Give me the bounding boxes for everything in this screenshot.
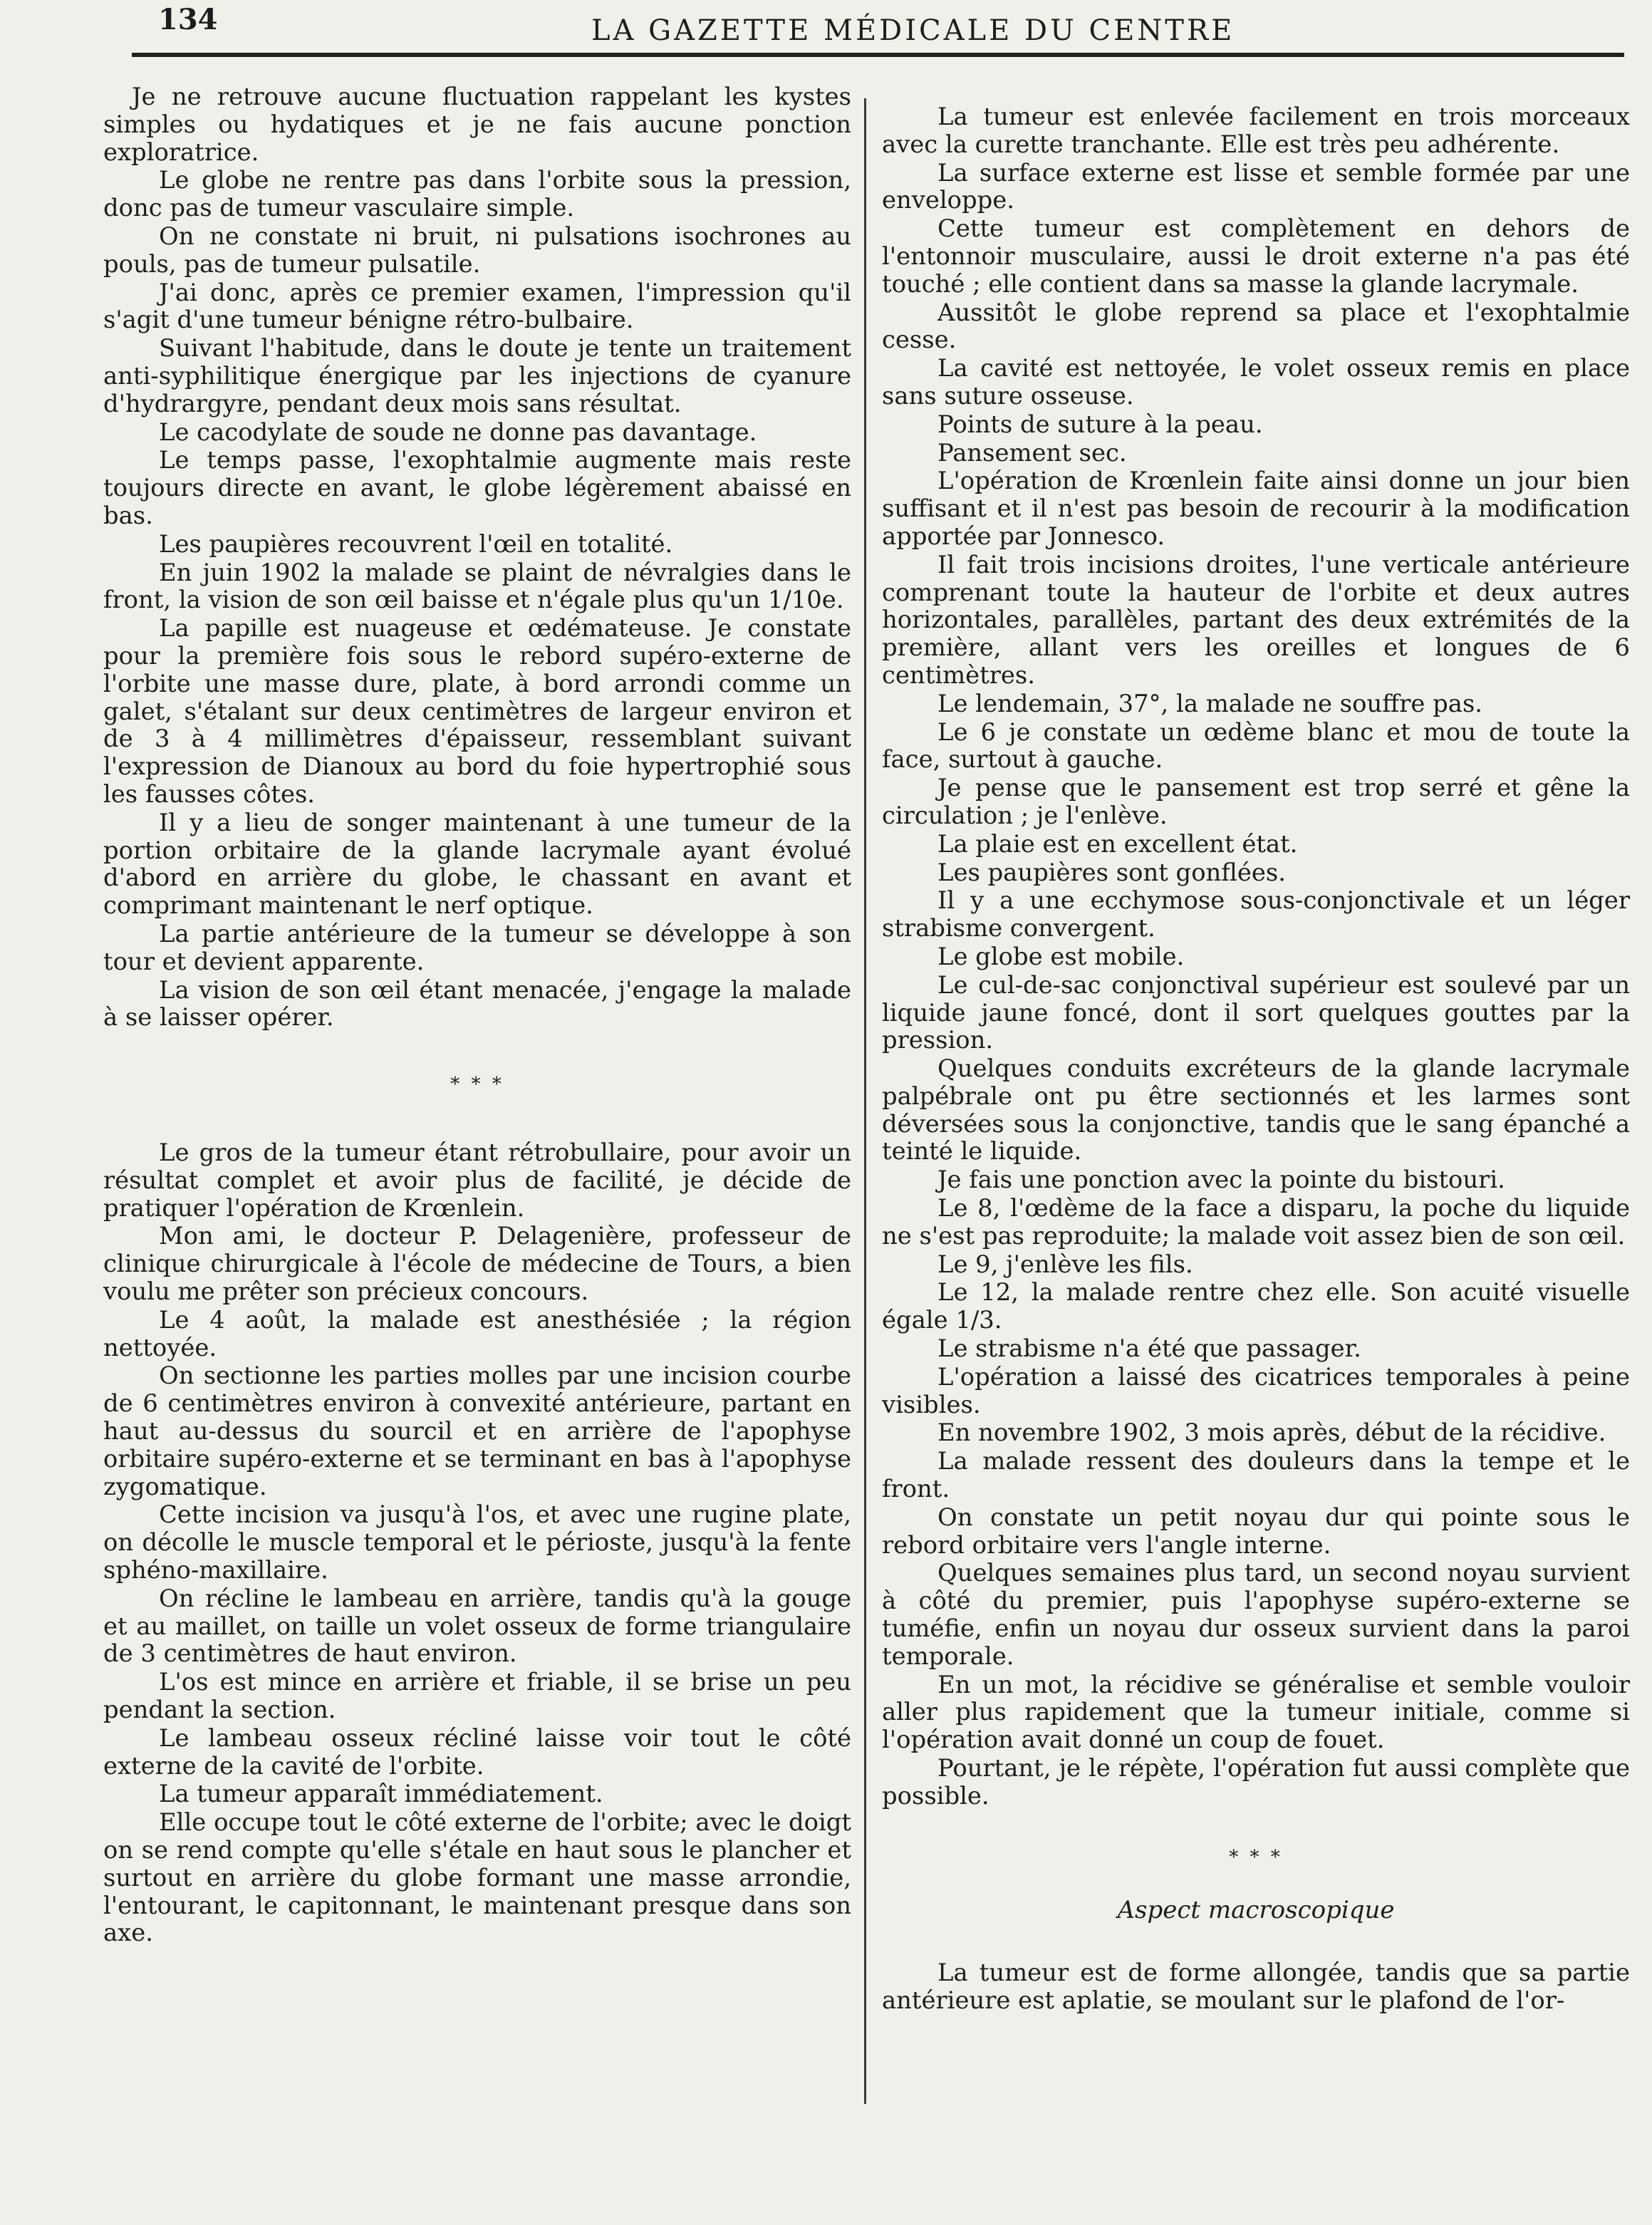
paragraph: Aussitôt le globe reprend sa place et l'exophtalmie cesse. bbox=[882, 298, 1630, 354]
right-paragraphs-top bbox=[882, 103, 1630, 1810]
header-rule bbox=[132, 53, 1624, 57]
paragraph: Points de suture à la peau. bbox=[937, 410, 1263, 438]
right-paragraphs-bottom bbox=[882, 1959, 1630, 2015]
left-column bbox=[103, 83, 851, 1948]
paragraph: Le cul-de-sac conjonctival supérieur est soulevé par un liquide jaune foncé, dont il sort quelques gouttes par la pression. bbox=[882, 970, 1630, 1054]
paragraph: L'opération de Krœnlein faite ainsi donne un jour bien suffisant et il n'est pas besoin de recourir à la modification apportée par Jonnesco. bbox=[882, 467, 1630, 550]
paragraph: Il y a une ecchymose sous-conjonctivale et un léger strabisme convergent. bbox=[882, 886, 1630, 943]
paragraph: Je ne retrouve aucune fluctuation rappelant les kystes simples ou hydatiques et je ne fais aucune ponction exploratrice. bbox=[103, 83, 851, 166]
paragraph: La cavité est nettoyée, le volet osseux remis en place sans suture osseuse. bbox=[882, 354, 1630, 410]
paragraph: Le cacodylate de soude ne donne pas davantage. bbox=[159, 417, 757, 446]
paragraph: La tumeur est enlevée facilement en trois morceaux avec la curette tranchante. Elle est très peu adhérente. bbox=[882, 103, 1630, 158]
paragraph: Les paupières sont gonflées. bbox=[937, 858, 1286, 886]
paragraph: Quelques conduits excréteurs de la glande lacrymale palpébrale ont pu être sectionnés et les larmes sont déversées sous la conjonctive, tandis que le sang épanché a teinté le liquide. bbox=[882, 1054, 1630, 1166]
left-paragraphs-top bbox=[103, 83, 851, 1032]
right-column bbox=[882, 103, 1630, 2016]
paragraph: Cette incision va jusqu'à l'os, et avec une rugine plate, on décolle le muscle temporal et le périoste, jusqu'à la fente sphéno-maxillaire. bbox=[103, 1500, 851, 1585]
paragraph: Le 6 je constate un œdème blanc et mou de toute la face, surtout à gauche. bbox=[882, 717, 1630, 774]
paragraph: Le strabisme n'a été que passager. bbox=[937, 1334, 1361, 1363]
paragraph: La tumeur apparaît immédiatement. bbox=[159, 1780, 603, 1808]
paragraph: Le 4 août, la malade est anesthésiée ; la région nettoyée. bbox=[103, 1305, 851, 1362]
section-heading: Aspect macroscopique bbox=[1117, 1895, 1395, 1924]
paragraph: Le 12, la malade rentre chez elle. Son acuité visuelle égale 1/3. bbox=[882, 1278, 1630, 1334]
paragraph: On récline le lambeau en arrière, tandis qu'à la gouge et au maillet, on taille un volet osseux de forme triangulaire de 3 centimètres de haut environ. bbox=[103, 1584, 851, 1668]
page-header bbox=[0, 0, 1652, 68]
paragraph: Suivant l'habitude, dans le doute je tente un traitement anti-syphilitique énergique par les injections de cyanure d'hydrargyre, pendant deux mois sans résultat. bbox=[103, 334, 851, 417]
journal-title: LA GAZETTE MÉDICALE DU CENTRE bbox=[591, 14, 1235, 47]
paragraph: Je pense que le pansement est trop serré et gêne la circulation ; je l'enlève. bbox=[882, 774, 1630, 829]
paragraph: Elle occupe tout le côté externe de l'orbite; avec le doigt on se rend compte qu'elle s'étale en haut sous le plancher et surtout en arrière du globe formant une masse arrondie, l'entourant, le capitonnant, le maintenant presque dans son axe. bbox=[103, 1808, 851, 1947]
paragraph: Quelques semaines plus tard, un second noyau survient à côté du premier, puis l'apophyse supéro-externe se tuméfie, enfin un noyau dur osseux survient dans la paroi temporale. bbox=[882, 1559, 1630, 1670]
paragraph: L'os est mince en arrière et friable, il se brise un peu pendant la section. bbox=[103, 1668, 851, 1724]
paragraph: La surface externe est lisse et semble formée par une enveloppe. bbox=[882, 158, 1630, 214]
paragraph: Mon ami, le docteur P. Delagenière, professeur de clinique chirurgicale à l'école de médecine de Tours, a bien voulu me prêter son précieux concours. bbox=[103, 1222, 851, 1306]
paragraph: Le gros de la tumeur étant rétrobullaire, pour avoir un résultat complet et avoir plus de facilité, je décide de pratiquer l'opération de Krœnlein. bbox=[103, 1139, 851, 1222]
paragraph: Le lambeau osseux récliné laisse voir tout le côté externe de la cavité de l'orbite. bbox=[103, 1723, 851, 1780]
paragraph: J'ai donc, après ce premier examen, l'impression qu'il s'agit d'une tumeur bénigne rétro-bulbaire. bbox=[103, 278, 851, 334]
paragraph: Le lendemain, 37°, la malade ne souffre pas. bbox=[937, 689, 1483, 717]
paragraph: On constate un petit noyau dur qui pointe sous le rebord orbitaire vers l'angle interne. bbox=[882, 1503, 1630, 1559]
column-divider bbox=[864, 98, 866, 2104]
paragraph: Cette tumeur est complètement en dehors de l'entonnoir musculaire, aussi le droit externe n'a pas été touché ; elle contient dans sa masse la glande lacrymale. bbox=[882, 214, 1630, 298]
left-paragraphs-bottom bbox=[103, 1139, 851, 1947]
paragraph: Le globe ne rentre pas dans l'orbite sous la pression, donc pas de tumeur vasculaire simple. bbox=[103, 166, 851, 222]
paragraph: Pansement sec. bbox=[937, 438, 1127, 467]
paragraph: La tumeur est de forme allongée, tandis que sa partie antérieure est aplatie, se moulant sur le plafond de l'or- bbox=[882, 1959, 1630, 2015]
paragraph: En juin 1902 la malade se plaint de névralgies dans le front, la vision de son œil baisse et n'égale plus qu'un 1/10e. bbox=[103, 558, 851, 614]
paragraph: La plaie est en excellent état. bbox=[937, 829, 1298, 858]
section-separator: * * * bbox=[450, 1074, 504, 1096]
paragraph: Pourtant, je le répète, l'opération fut aussi complète que possible. bbox=[882, 1754, 1630, 1810]
paragraph: Le 9, j'enlève les fils. bbox=[937, 1250, 1193, 1278]
paragraph: Le globe est mobile. bbox=[937, 942, 1185, 970]
section-separator: * * * bbox=[1229, 1846, 1283, 1868]
paragraph: En novembre 1902, 3 mois après, début de la récidive. bbox=[937, 1418, 1606, 1447]
paragraph: La partie antérieure de la tumeur se développe à son tour et devient apparente. bbox=[103, 919, 851, 975]
paragraph: Les paupières recouvrent l'œil en totalité. bbox=[159, 529, 673, 558]
paragraph: Le temps passe, l'exophtalmie augmente mais reste toujours directe en avant, le globe légèrement abaissé en bas. bbox=[103, 446, 851, 529]
paragraph: La malade ressent des douleurs dans la tempe et le front. bbox=[882, 1447, 1630, 1503]
paragraph: La papille est nuageuse et œdémateuse. Je constate pour la première fois sous le rebord supéro-externe de l'orbite une masse dure, plate, à bord arrondi comme un galet, s'étalant sur deux centimètres de largeur environ et de 3 à 4 millimètres d'épaisseur, ressemblant suivant l'expression de Dianoux au bord du foie hypertrophié sous les fausses côtes. bbox=[103, 614, 851, 808]
paragraph: Il fait trois incisions droites, l'une verticale antérieure comprenant toute la hauteur de l'orbite et deux autres horizontales, parallèles, partant des deux extrémités de la première, allant vers les oreilles et longues de 6 centimètres. bbox=[882, 550, 1630, 689]
page-number: 134 bbox=[158, 3, 218, 36]
paragraph: La vision de son œil étant menacée, j'engage la malade à se laisser opérer. bbox=[103, 975, 851, 1032]
paragraph: En un mot, la récidive se généralise et semble vouloir aller plus rapidement que la tumeur initiale, comme si l'opération avait donné un coup de fouet. bbox=[882, 1670, 1630, 1754]
paragraph: L'opération a laissé des cicatrices temporales à peine visibles. bbox=[882, 1362, 1630, 1418]
paragraph: On ne constate ni bruit, ni pulsations isochrones au pouls, pas de tumeur pulsatile. bbox=[103, 222, 851, 278]
paragraph: Il y a lieu de songer maintenant à une tumeur de la portion orbitaire de la glande lacrymale ayant évolué d'abord en arrière du globe, le chassant en avant et comprimant maintenant le nerf optique. bbox=[103, 808, 851, 920]
paragraph: Je fais une ponction avec la pointe du bistouri. bbox=[937, 1166, 1505, 1194]
paragraph: Le 8, l'œdème de la face a disparu, la poche du liquide ne s'est pas reproduite; la malade voit assez bien de son œil. bbox=[882, 1194, 1630, 1250]
paragraph: On sectionne les parties molles par une incision courbe de 6 centimètres environ à convexité antérieure, partant en haut au-dessus du sourcil et en arrière de l'apophyse orbitaire supéro-externe et se terminant en bas à l'apophyse zygomatique. bbox=[103, 1362, 851, 1500]
